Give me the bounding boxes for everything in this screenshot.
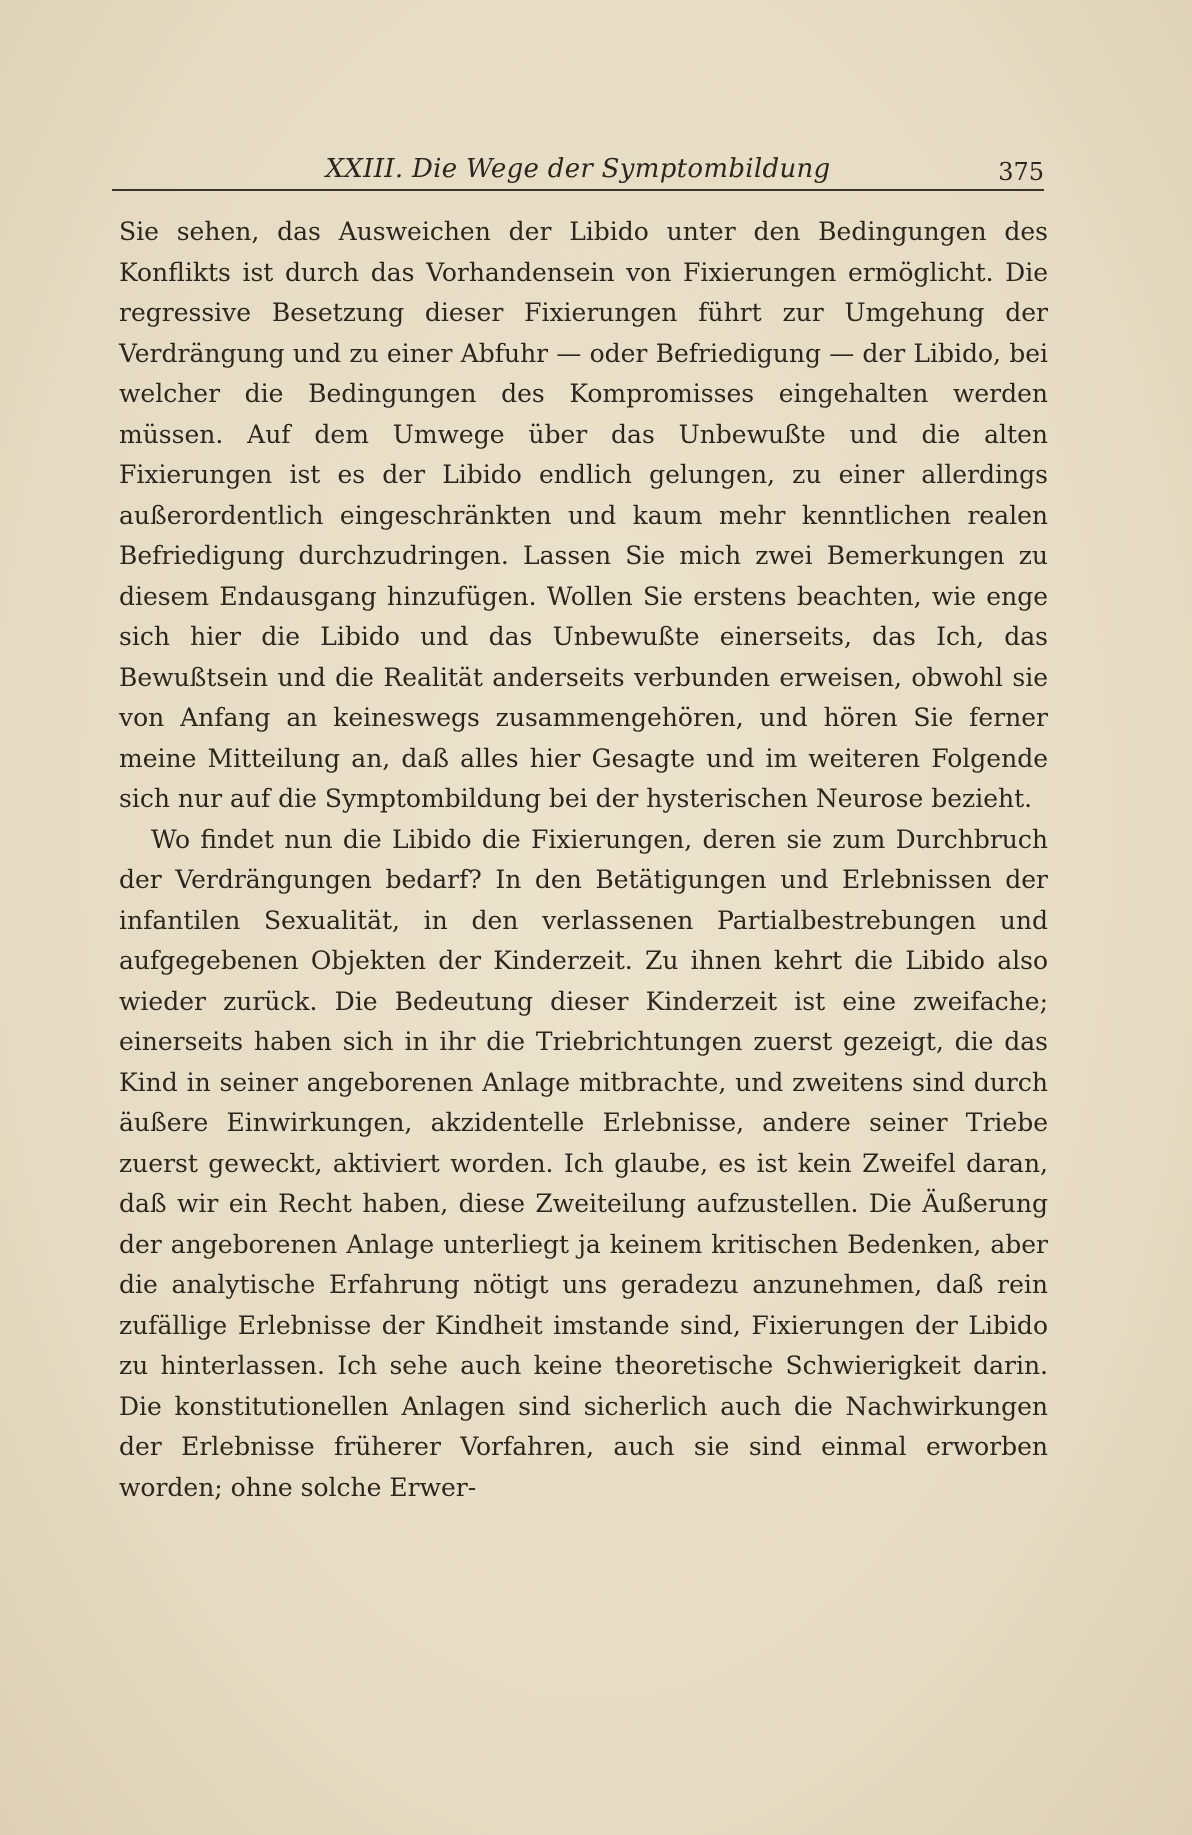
header-rule <box>112 189 1044 191</box>
paragraph: Sie sehen, das Ausweichen der Libido unter den Bedingungen des Konflikts ist durch das Vorhandensein von Fixierungen ermöglicht. Die regressive Besetzung dieser Fixierungen führt zur Umgehung der Verdrängung und zu einer Abfuhr — oder Befriedigung — der Libido, bei welcher die Bedingungen des Kompromisses eingehalten werden müssen. Auf dem Umwege über das Unbewußte und die alten Fixierungen ist es der Libido endlich gelungen, zu einer allerdings außerordentlich eingeschränkten und kaum mehr kenntlichen realen Befriedigung durchzudringen. Lassen Sie mich zwei Bemerkungen zu diesem Endausgang hinzufügen. Wollen Sie erstens beachten, wie enge sich hier die Libido und das Unbewußte einerseits, das Ich, das Bewußtsein und die Realität anderseits verbunden erweisen, obwohl sie von Anfang an keineswegs zusammengehören, und hören Sie ferner meine Mitteilung an, daß alles hier Gesagte und im weiteren Folgende sich nur auf die Symptombildung bei der hysterischen Neurose bezieht. <box>119 217 1048 813</box>
page-header <box>112 150 1044 190</box>
running-title: XXIII. Die Wege der Symptombildung <box>325 154 831 184</box>
page-number: 375 <box>998 158 1044 186</box>
body-text <box>119 212 1048 1508</box>
paragraph: Wo findet nun die Libido die Fixierungen, deren sie zum Durchbruch der Verdrängungen bedarf? In den Betätigungen und Erlebnissen der infantilen Sexualität, in den verlassenen Partialbestrebungen und aufgegebenen Objekten der Kinderzeit. Zu ihnen kehrt die Libido also wieder zurück. Die Bedeutung dieser Kinderzeit ist eine zweifache; einerseits haben sich in ihr die Triebrichtungen zuerst gezeigt, die das Kind in seiner angeborenen Anlage mitbrachte, und zweitens sind durch äußere Einwirkungen, akzidentelle Erlebnisse, andere seiner Triebe zuerst geweckt, aktiviert worden. Ich glaube, es ist kein Zweifel daran, daß wir ein Recht haben, diese Zweiteilung aufzustellen. Die Äußerung der angeborenen Anlage unterliegt ja keinem kritischen Bedenken, aber die analytische Erfahrung nötigt uns geradezu anzunehmen, daß rein zufällige Erlebnisse der Kindheit imstande sind, Fixierungen der Libido zu hinterlassen. Ich sehe auch keine theoretische Schwierigkeit darin. Die konstitutionellen Anlagen sind sicherlich auch die Nachwirkungen der Erlebnisse früherer Vorfahren, auch sie sind einmal erworben worden; ohne solche Erwer- <box>119 824 1048 1502</box>
